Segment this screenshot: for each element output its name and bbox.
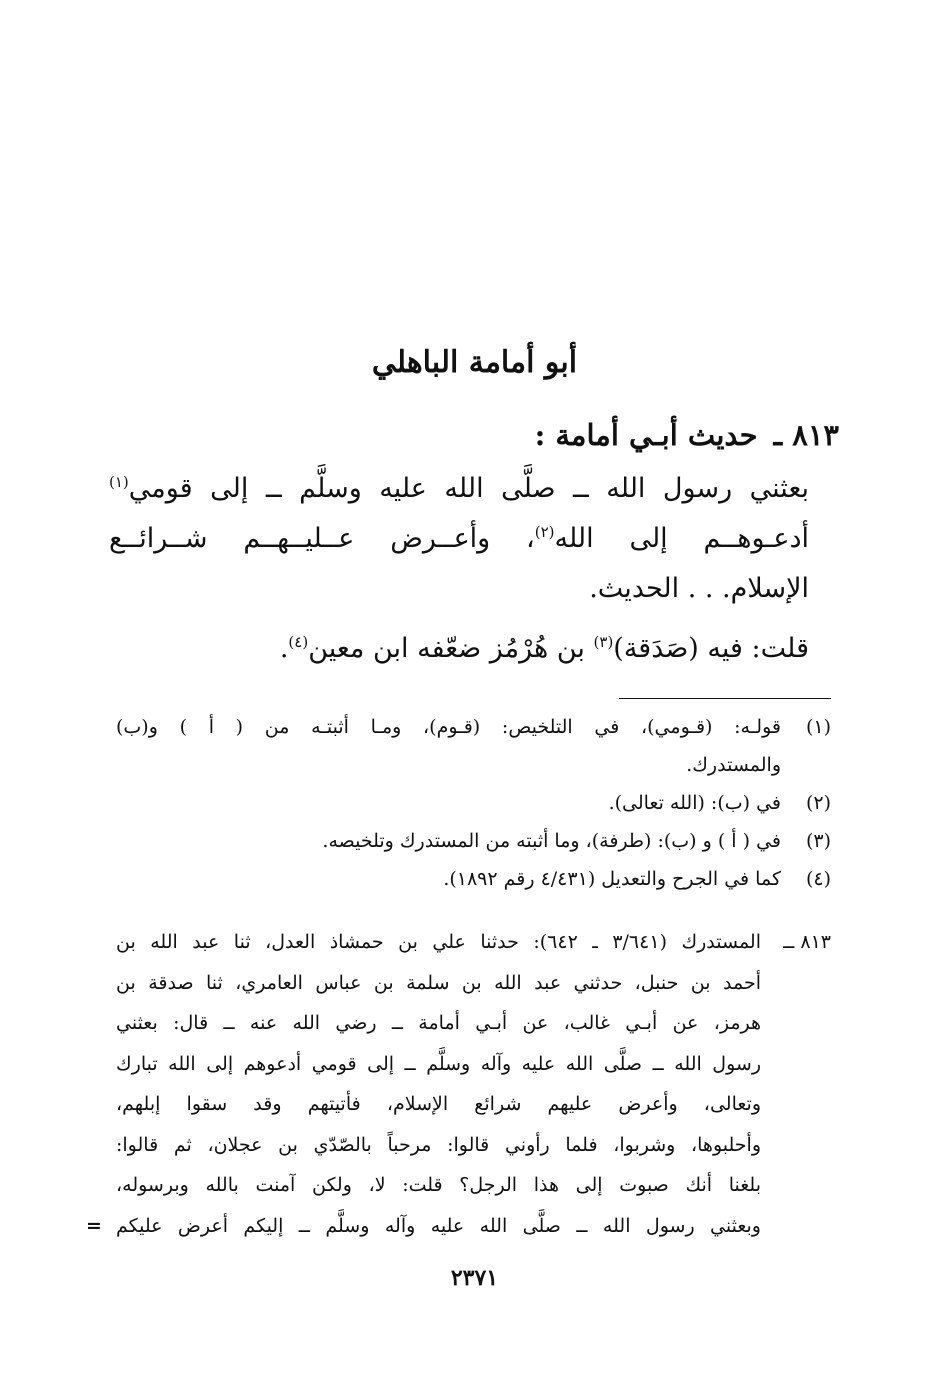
source-line: [116, 1003, 831, 1044]
source-citation: [86, 922, 831, 1246]
hadith-line-text: ، وأعــرض عــليــهــم شــرائــع: [109, 523, 535, 554]
footnote-text: قولـه: (قـومي)، في التلخيص: (قـوم)، ومـا أثبتـه من ( أ ) و(ب): [116, 716, 781, 738]
footnote-ref: (١): [109, 473, 129, 491]
source-line: [116, 1084, 831, 1125]
footnote-ref: (٤): [288, 633, 309, 651]
hadith-line-text: أدعـوهــم إلى الله: [554, 523, 810, 554]
hadith-block: [109, 410, 839, 674]
hadith-line-text: الإسلام. . . الحديث.: [589, 573, 809, 604]
footnote-ref: (٢): [534, 523, 555, 541]
hadith-line: [109, 464, 809, 514]
footnote-body: [116, 708, 781, 784]
source-number: ٨١٣ ــ: [783, 931, 831, 953]
footnote-separator: [619, 698, 831, 699]
hadith-number: ٨١٣ ـ: [773, 418, 839, 452]
source-text: بلغنا أنك صبوت إلى هذا الرجل؟ قلت: لا، ولكن آمنت بالله وبرسوله،: [116, 1174, 761, 1196]
hadith-line-text: بعثني رسول الله ــ صلَّى الله عليه وسلَّم ــ إلى قومي: [128, 473, 809, 504]
source-line: [116, 1125, 831, 1166]
footnote-text: في (ب): (الله تعالى).: [608, 792, 781, 814]
source-text: وتعالى، وأعرض عليهم شرائع الإسلام، فأتيتهم وقد سقوا إبلهم،: [116, 1093, 761, 1115]
comment-text: .: [279, 633, 289, 664]
footnote-number: (٣): [805, 830, 831, 852]
source-line: [86, 1206, 831, 1247]
source-line: [116, 1165, 831, 1206]
hadith-body: [109, 464, 809, 674]
source-text: وأحلبوها، وشربوا، فلما رأوني قالوا: مرحباً بالصّدّي بن عجلان، ثم قالوا:: [116, 1133, 761, 1156]
footnote-number: (٢): [805, 792, 831, 814]
hadith-line: [109, 564, 809, 614]
footnote-ref: (٣): [593, 633, 614, 651]
hadith-line: [109, 514, 809, 564]
footnote-text: في ( أ ) و (ب): (طرفة)، وما أثبته من المستدرك وتلخيصه.: [322, 830, 781, 852]
footnote-text: والمستدرك.: [686, 754, 781, 776]
footnote-text: كما في الجرح والتعديل (٤/٤٣١ رقم ١٨٩٢).: [443, 868, 781, 890]
continuation-mark: =: [86, 1214, 102, 1237]
source-line: [116, 1044, 831, 1085]
footnote: [116, 860, 831, 898]
hadith-heading: [109, 410, 839, 460]
hadith-heading-text: حديث أبـي أمامة :: [534, 418, 758, 452]
comment-text: بن هُرْمُز ضعّفه ابن معين: [308, 633, 594, 664]
footnote: [116, 822, 831, 860]
author-comment: [109, 624, 809, 674]
page-number: ٢٣٧١: [450, 1265, 499, 1291]
page-title: أبو أمامة الباهلي: [371, 345, 578, 380]
source-line: [116, 963, 831, 1004]
footnote-number: (١): [805, 716, 831, 738]
footnote-number: (٤): [805, 868, 831, 890]
footnote: [116, 784, 831, 822]
source-text: أحمد بن حنبل، حدثني عبد الله بن سلمة بن عباس العامري، ثنا صدقة بن: [116, 971, 761, 994]
comment-text: قلت: فيه (صَدَقة): [613, 633, 809, 664]
source-text: رسول الله ــ صلَّى الله عليه وآله وسلَّم ــ إلى قومي أدعوهم إلى الله تبارك: [116, 1052, 761, 1075]
footnotes: [116, 708, 831, 898]
source-text: المستدرك (٣/٦٤١ ـ ٦٤٢): حدثنا علي بن حمشاذ العدل، ثنا عبد الله بن: [116, 931, 762, 953]
source-line: [116, 922, 831, 963]
footnote: [116, 708, 831, 784]
source-text: هرمز، عن أبـي غالب، عن أبـي أمامة ــ رضي الله عنه ــ قال: بعثني: [116, 1012, 761, 1034]
source-text: وبعثني رسول الله ــ صلَّى الله عليه وآله وسلَّم ــ إليكم أعرض عليكم: [116, 1214, 761, 1237]
